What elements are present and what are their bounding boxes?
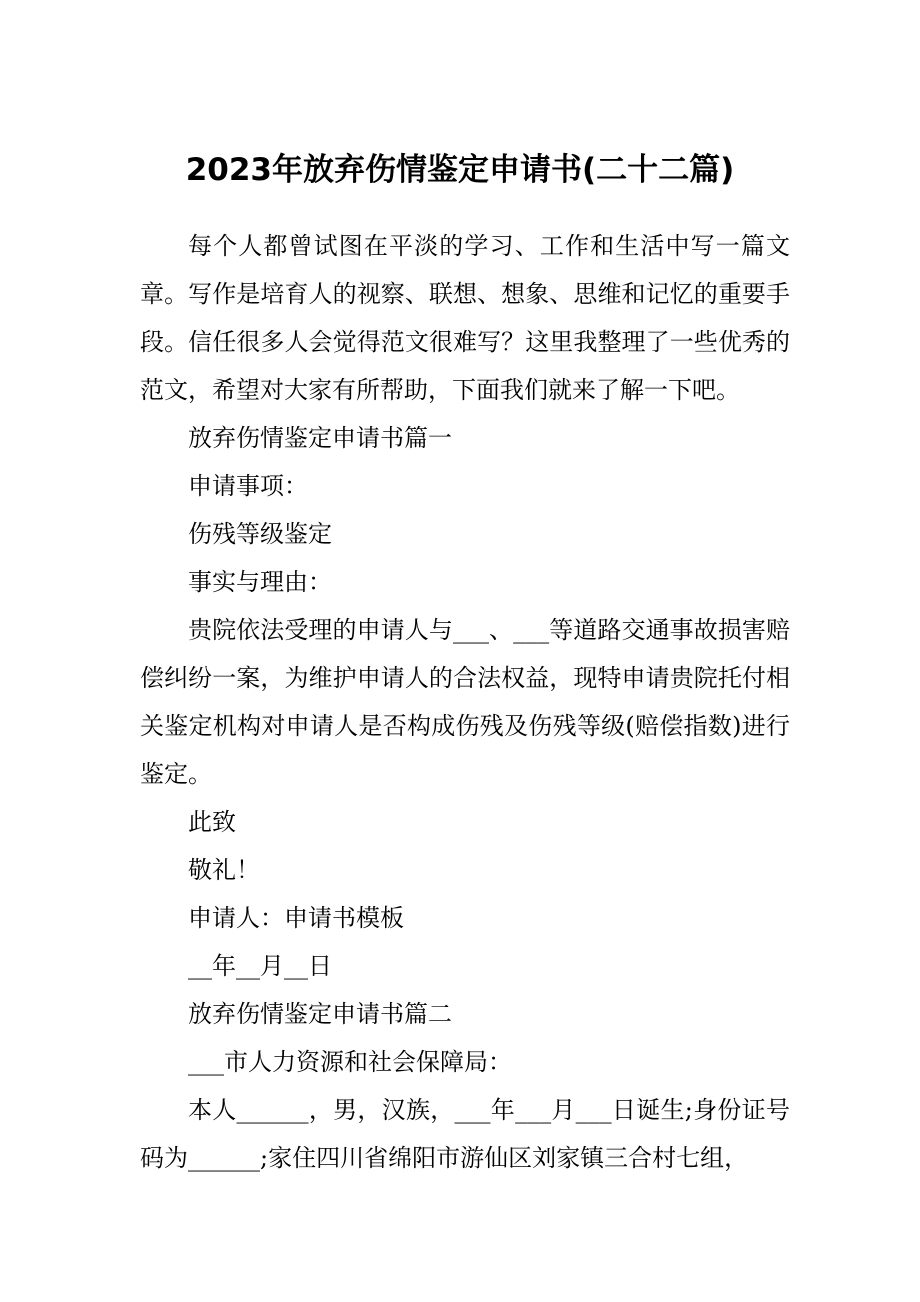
date-line: __年__月__日 xyxy=(188,952,332,980)
intro-paragraph: 每个人都曾试图在平淡的学习、工作和生活中写一篇文章。写作是培育人的视察、联想、想象、思维和记忆的重要手段。信任很多人会觉得范文很难写？这里我整理了一些优秀的范文，希望对大家有所帮助，下面我们就来了解一下吧。 xyxy=(140,232,790,404)
personal-info-paragraph: 本人______，男，汉族，___年___月___日诞生;身份证号码为______;家住四川省绵阳市游仙区刘家镇三合村七组， xyxy=(140,1096,790,1172)
document-title: 2023年放弃伤情鉴定申请书(二十二篇) xyxy=(185,152,735,188)
facts-reasons-paragraph: 贵院依法受理的申请人与___、___等道路交通事故损害赔偿纠纷一案，为维护申请人的合法权益，现特申请贵院托付相关鉴定机构对申请人是否构成伤残及伤残等级(赔偿指数)进行鉴定。 xyxy=(140,616,790,788)
document-body xyxy=(140,222,790,1182)
section-heading-1: 放弃伤情鉴定申请书篇一 xyxy=(188,424,452,452)
application-items-label: 申请事项： xyxy=(188,472,308,500)
section-heading-2: 放弃伤情鉴定申请书篇二 xyxy=(188,1000,452,1028)
closing-salutation: 此致 xyxy=(188,808,236,836)
closing-regards: 敬礼！ xyxy=(188,856,260,884)
recipient-line: ___市人力资源和社会保障局： xyxy=(188,1048,512,1076)
applicant-line: 申请人：申请书模板 xyxy=(188,904,404,932)
facts-reasons-label: 事实与理由： xyxy=(188,568,332,596)
application-items-value: 伤残等级鉴定 xyxy=(188,520,332,548)
